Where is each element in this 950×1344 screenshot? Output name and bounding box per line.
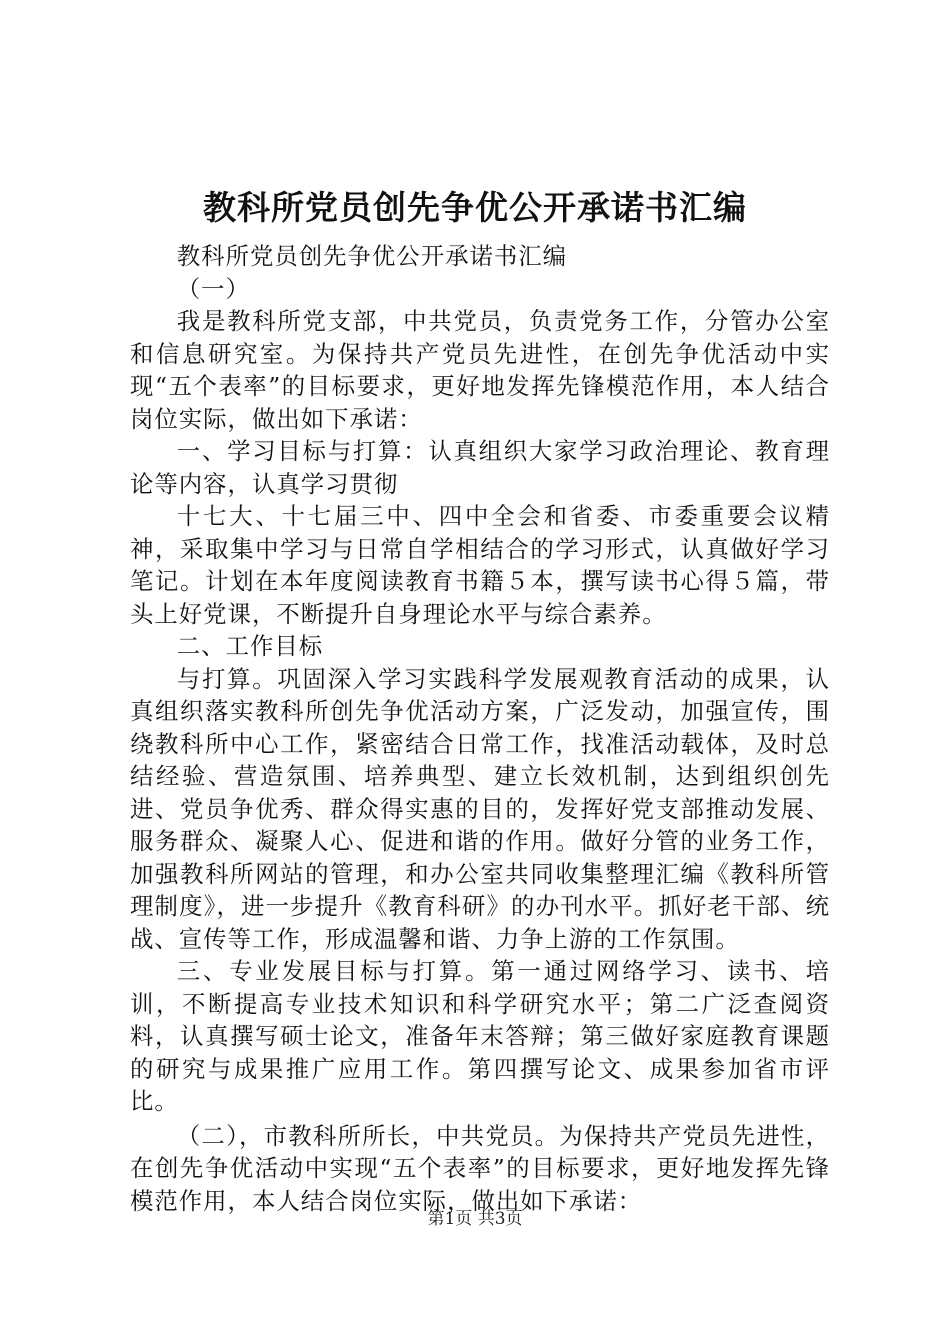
section-marker-one: （一）: [176, 274, 250, 303]
subtitle-paragraph: 教科所党员创先争优公开承诺书汇编: [176, 242, 568, 270]
page-number-footer: 第1页 共3页: [427, 1209, 523, 1229]
body-paragraph: 一、学习目标与打算：认真组织大家学习政治理论、教育理论等内容，认真学习贯彻: [130, 437, 830, 498]
body-paragraph: 三、专业发展目标与打算。第一通过网络学习、读书、培训，不断提高专业技术知识和科学研究水平；第二广泛查阅资料，认真撰写硕士论文，准备年末答辩；第三做好家庭教育课题的研究与成果推广应用工作。第四撰写论文、成果参加省市评比。: [130, 957, 830, 1115]
body-paragraph: 我是教科所党支部，中共党员，负责党务工作，分管办公室和信息研究室。为保持共产党员先进性，在创先争优活动中实现“五个表率”的目标要求，更好地发挥先锋模范作用，本人结合岗位实际，做出如下承诺：: [130, 307, 830, 433]
body-paragraph: （二），市教科所所长，中共党员。为保持共产党员先进性，在创先争优活动中实现“五个表率”的目标要求，更好地发挥先锋模范作用，本人结合岗位实际，做出如下承诺：: [130, 1121, 830, 1215]
body-paragraph: 十七大、十七届三中、四中全会和省委、市委重要会议精神，采取集中学习与日常自学相结合的学习形式，认真做好学习笔记。计划在本年度阅读教育书籍５本，撰写读书心得５篇，带头上好党课，不断提升自身理论水平与综合素养。: [130, 502, 830, 628]
body-paragraph: 与打算。巩固深入学习实践科学发展观教育活动的成果，认真组织落实教科所创先争优活动方案，广泛发动，加强宣传，围绕教科所中心工作，紧密结合日常工作，找准活动载体，及时总结经验、营造氛围、培养典型、建立长效机制，达到组织创先进、党员争优秀、群众得实惠的目的，发挥好党支部推动发展、服务群众、凝聚人心、促进和谐的作用。做好分管的业务工作，加强教科所网站的管理，和办公室共同收集整理汇编《教科所管理制度》，进一步提升《教育科研》的办刊水平。抓好老干部、统战、宣传等工作，形成温馨和谐、力争上游的工作氛围。: [130, 664, 830, 953]
document-title: 教科所党员创先争优公开承诺书汇编: [203, 188, 747, 227]
document-body: [130, 240, 830, 1217]
section-heading: 二、工作目标: [176, 632, 324, 660]
